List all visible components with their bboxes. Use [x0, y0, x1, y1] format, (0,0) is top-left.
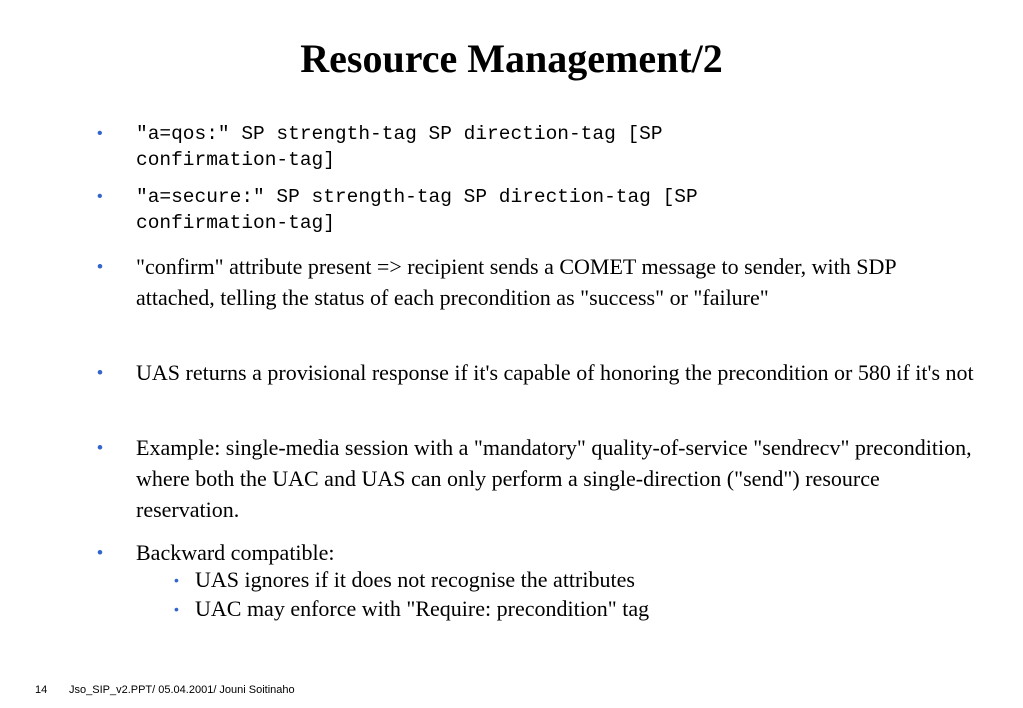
- bullet-text: UAS returns a provisional response if it's capable of honoring the precondition or 580 if it's not: [136, 360, 974, 385]
- bullet-icon: •: [97, 438, 103, 457]
- bullet-icon: •: [97, 188, 103, 205]
- page-number: 14: [35, 684, 48, 696]
- footer-source: Jso_SIP_v2.PPT/ 05.04.2001/ Jouni Soitinaho: [69, 684, 295, 696]
- sub-bullet-text: UAS ignores if it does not recognise the attributes: [195, 567, 635, 592]
- bullet-text: Example: single-media session with a "mandatory" quality-of-service "sendrecv" precondition, where both the UAC and UAS can only perform a single-direction ("send") resource reservation.: [136, 435, 972, 522]
- bullet-icon: •: [97, 363, 103, 382]
- sub-bullet-text: UAC may enforce with "Require: precondition" tag: [195, 596, 650, 621]
- code-bullet-text: "a=secure:" SP strength-tag SP direction-tag [SP confirmation-tag]: [136, 186, 698, 234]
- bullet-icon: •: [97, 257, 103, 276]
- slide-title: Resource Management/2: [300, 36, 723, 81]
- bullet-text: "confirm" attribute present => recipient sends a COMET message to sender, with SDP attached, telling the status of each precondition as "success" or "failure": [136, 254, 896, 310]
- bullet-icon: •: [97, 125, 103, 142]
- bullet-icon: •: [97, 543, 103, 562]
- bullet-text: Backward compatible:: [136, 540, 335, 565]
- sub-bullet-icon: •: [174, 572, 179, 588]
- sub-bullet-icon: •: [174, 601, 179, 617]
- code-bullet-text: "a=qos:" SP strength-tag SP direction-tag [SP confirmation-tag]: [136, 123, 663, 171]
